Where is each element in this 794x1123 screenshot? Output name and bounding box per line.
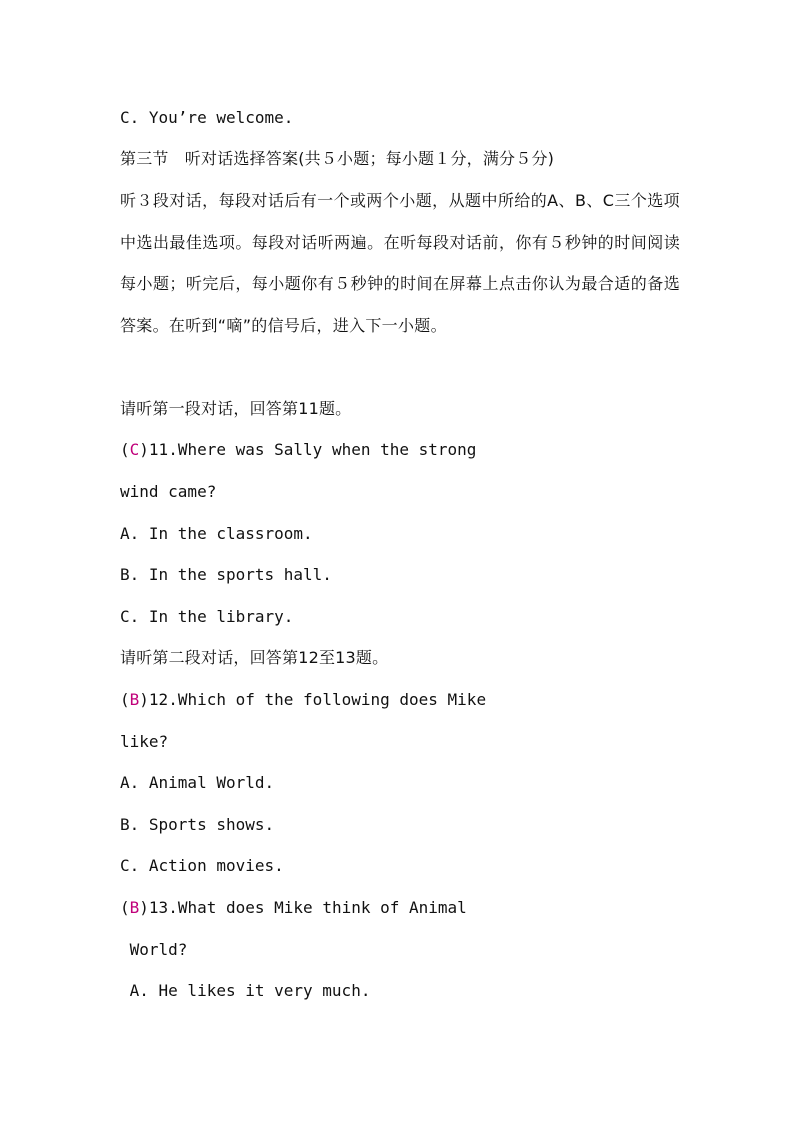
question-11-text: 11.Where was Sally when the strong <box>148 440 477 459</box>
previous-option-c: C. You’re welcome. <box>120 108 294 127</box>
question-11-option-b: B. In the sports hall. <box>120 565 332 584</box>
dialogue-two-prompt: 请听第二段对话，回答第12至13题。 <box>120 648 389 667</box>
question-13-text: 13.What does Mike think of Animal <box>148 898 467 917</box>
question-12-stem-continued: like? <box>120 732 169 751</box>
question-11-answer: C <box>129 440 140 459</box>
dialogue-one-prompt: 请听第一段对话，回答第11题。 <box>120 399 352 418</box>
answer-open-paren: ( <box>120 898 130 917</box>
question-11-option-a: A. In the classroom. <box>120 524 313 543</box>
question-12-option-b: B. Sports shows. <box>120 815 275 834</box>
question-13-stem-continued: World? <box>120 940 188 959</box>
answer-close-paren: ) <box>139 690 149 709</box>
answer-close-paren: ) <box>139 898 149 917</box>
answer-close-paren: ) <box>139 440 149 459</box>
question-12-stem <box>120 689 486 711</box>
question-13-option-a: A. He likes it very much. <box>120 981 371 1000</box>
question-13-answer: B <box>129 898 140 917</box>
question-11-stem-continued: wind came? <box>120 482 217 501</box>
question-12-text: 12.Which of the following does Mike <box>148 690 487 709</box>
answer-open-paren: ( <box>120 690 130 709</box>
question-13-stem <box>120 897 467 919</box>
question-11-stem <box>120 439 476 461</box>
question-12-option-a: A. Animal World. <box>120 773 275 792</box>
question-12-option-c: C. Action movies. <box>120 856 284 875</box>
section-three-title: 第三节 听对话选择答案(共５小题；每小题１分，满分５分) <box>120 149 555 168</box>
question-11-option-c: C. In the library. <box>120 607 294 626</box>
question-12-answer: B <box>129 690 140 709</box>
answer-open-paren: ( <box>120 440 130 459</box>
section-three-instructions: 听３段对话，每段对话后有一个或两个小题，从题中所给的A、B、C三个选项中选出最佳选项。每段对话听两遍。在听每段对话前，你有５秒钟的时间阅读每小题；听完后，每小题你有５秒钟的时间在屏幕上点击你认为最合适的备选答案。在听到“嘀”的信号后，进入下一小题。 <box>120 191 680 335</box>
